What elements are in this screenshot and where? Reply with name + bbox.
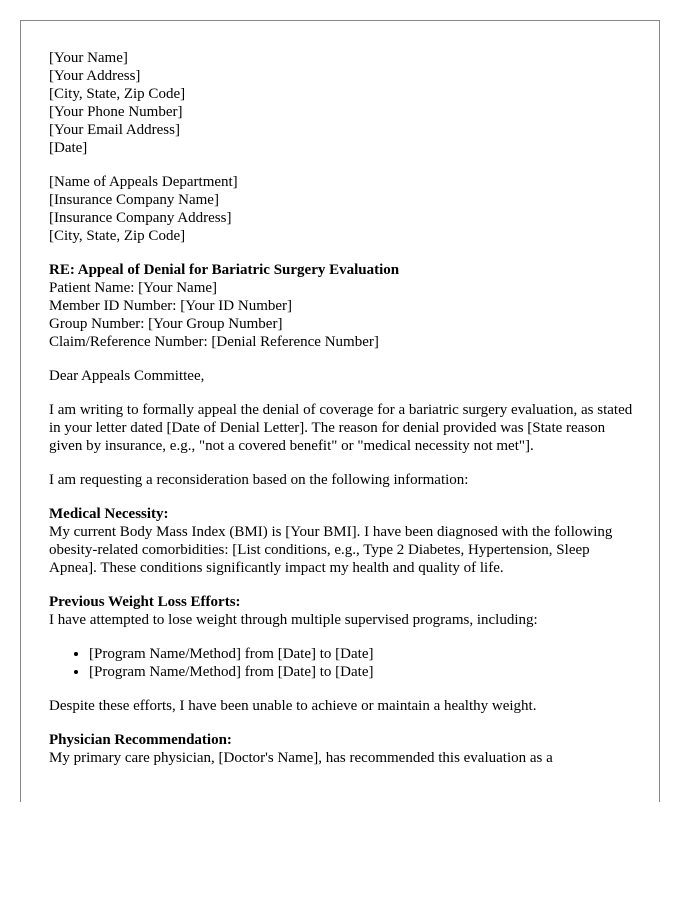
sender-block [49,49,635,157]
weight-loss-text: I have attempted to lose weight through multiple supervised programs, including: [49,612,538,628]
list-item: • [Program Name/Method] from [Date] to [Date] [89,663,635,681]
sender-address: [Your Address] [49,68,141,84]
recipient-company: [Insurance Company Name] [49,192,219,208]
physician-text: My primary care physician, [Doctor's Name], has recommended this evaluation as a [49,750,553,766]
physician-heading: Physician Recommendation: [49,732,232,748]
recipient-city-state-zip: [City, State, Zip Code] [49,228,186,244]
letter-date: [Date] [49,140,88,156]
re-member-id: Member ID Number: [Your ID Number] [49,298,293,314]
re-block [49,261,635,351]
program-list [49,645,635,681]
medical-necessity-heading: Medical Necessity: [49,506,169,522]
recipient-block [49,173,635,245]
sender-name: [Your Name] [49,50,128,66]
weight-loss-heading: Previous Weight Loss Efforts: [49,594,241,610]
weight-loss-section [49,593,635,629]
recipient-address: [Insurance Company Address] [49,210,232,226]
weight-loss-conclusion: Despite these efforts, I have been unable to achieve or maintain a healthy weight. [49,698,537,714]
recipient-department: [Name of Appeals Department] [49,174,238,190]
letter-body [49,49,635,783]
sender-city-state-zip: [City, State, Zip Code] [49,86,186,102]
sender-email: [Your Email Address] [49,122,180,138]
letter-page [20,20,660,802]
re-claim-reference: Claim/Reference Number: [Denial Reference Number] [49,334,379,350]
sender-phone: [Your Phone Number] [49,104,183,120]
intro-paragraph: I am writing to formally appeal the denial of coverage for a bariatric surgery evaluation, as stated in your letter dated [Date of Denial Letter]. The reason for denial provided was [State reason given by insurance, e.g., "not a covered benefit" or "medical necessity not met"]. [49,402,633,454]
salutation: Dear Appeals Committee, [49,368,205,384]
medical-necessity-section [49,505,635,577]
physician-section [49,731,635,767]
re-patient-name: Patient Name: [Your Name] [49,280,218,296]
request-paragraph: I am requesting a reconsideration based on the following information: [49,472,469,488]
re-subject: RE: Appeal of Denial for Bariatric Surgery Evaluation [49,262,400,278]
medical-necessity-text: My current Body Mass Index (BMI) is [Your BMI]. I have been diagnosed with the following obesity-related comorbidities: [List conditions, e.g., Type 2 Diabetes, Hypertension, Sleep Apnea]. These conditions significantly impact my health and quality of life. [49,524,613,576]
re-group-number: Group Number: [Your Group Number] [49,316,283,332]
list-item: • [Program Name/Method] from [Date] to [Date] [89,645,635,663]
